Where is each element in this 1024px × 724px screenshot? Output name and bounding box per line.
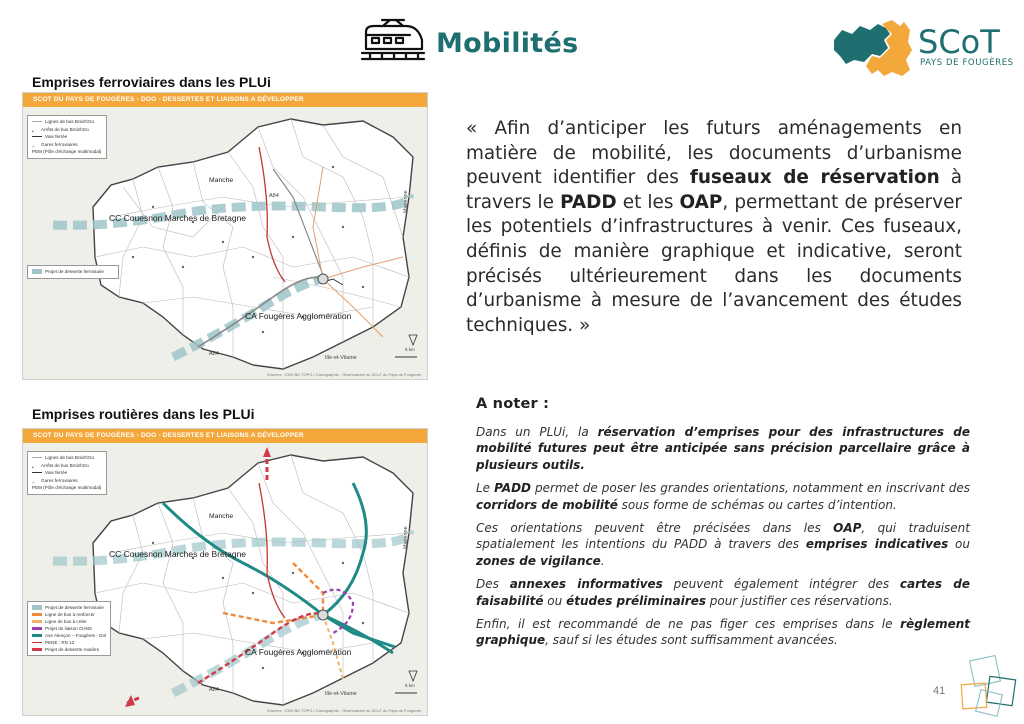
map1-label-cc-couesnon: CC Couesnon Marches de Bretagne — [109, 213, 247, 223]
note-paragraph: Enfin, il est recommandé de ne pas figer ces emprises dans le règlement graphique, sauf si les études sont suffisamment avancées. — [476, 617, 970, 648]
map2-source: Sources : SDR BD TOPO / Cartographie : Observatoire du SCoT du Pays de Fougères — [266, 708, 421, 713]
legend-item: Lignes de bus BreizhGo — [32, 118, 102, 126]
legend-item: • Arrêts de bus BreizhGo — [32, 126, 89, 134]
legend-item: Axe Alençon – Fougères - Dol — [32, 632, 106, 639]
map1-label-manche: Manche — [209, 177, 234, 184]
map2-label-manche: Manche — [209, 513, 234, 520]
legend-item: Lignes de bus BreizhGo — [32, 454, 102, 462]
decorative-squares-icon — [958, 652, 1020, 718]
map1-scale: 5 km — [405, 347, 415, 352]
map1-banner: SCOT DU PAYS DE FOUGÈRES - DOO - DESSERTES ET LIAISONS A DÉVELOPPER — [23, 93, 427, 107]
map1-source: Sources : SDR BD TOPO / Cartographie : Observatoire du SCoT du Pays de Fougères — [266, 372, 421, 377]
map2-scale: 5 km — [405, 683, 415, 688]
legend-item: Projet de desserte routière — [32, 646, 106, 653]
legend-item: Projet de desserte ferroviaire — [32, 604, 106, 611]
map1-label-ille-vilaine: Ille-et-Vilaine — [325, 355, 357, 361]
map1-label-a84: A84 — [269, 193, 279, 199]
map1-label-ca-fougeres: CA Fougères Agglomération — [245, 311, 352, 321]
legend-item: Voie ferrée — [32, 469, 102, 477]
note-title: A noter : — [476, 396, 550, 412]
page-title: Mobilités — [436, 28, 579, 59]
legend-item: Ligne de bus à renforcer — [32, 611, 106, 618]
scot-logo-text: SCoT — [918, 23, 1000, 61]
map2-legend — [27, 451, 107, 495]
notes-body — [476, 424, 970, 656]
train-icon — [360, 18, 426, 64]
legend-item: PEM (Pôle d'échange multimodal) — [32, 149, 102, 155]
road-map — [22, 428, 428, 716]
map1-legend — [27, 115, 107, 159]
note-paragraph: Des annexes informatives peuvent également intégrer des cartes de faisabilité ou études préliminaires pour justifier ces réservations. — [476, 577, 970, 608]
note-paragraph: Le PADD permet de poser les grandes orientations, notamment en inscrivant des corridors de mobilité sous forme de schémas ou cartes d’intention. — [476, 481, 970, 512]
legend-item: Ligne de bus à créer — [32, 618, 106, 625]
map2-label-mayenne: Mayenne — [403, 526, 409, 549]
map2-label-a84: A84 — [209, 687, 219, 693]
note-paragraph: Dans un PLUi, la réservation d’emprises pour des infrastructures de mobilité futures peut être anticipée sans précision parcellaire grâce à plusieurs outils. — [476, 425, 970, 472]
map2-label-ca-fougeres: CA Fougères Agglomération — [245, 647, 352, 657]
scot-logo-subtitle: PAYS DE FOUGÈRES — [920, 58, 1014, 68]
map1-section-title: Emprises ferroviaires dans les PLUi — [32, 74, 271, 90]
legend-item: Projet de liaison CHNS — [32, 625, 106, 632]
map2-section-title: Emprises routières dans les PLUi — [32, 406, 255, 422]
map1-label-mayenne: Mayenne — [403, 190, 409, 213]
map2-legend-projects — [27, 601, 111, 656]
rail-map — [22, 92, 428, 380]
legend-item: Projet de desserte ferroviaire — [32, 268, 114, 276]
legend-item: Voie ferrée — [32, 133, 102, 141]
legend-item: PENE : RN 12 — [32, 639, 106, 646]
scot-logo-map-icon — [832, 20, 912, 78]
map1-label-a84-south: A84 — [209, 351, 219, 357]
map2-label-ille-vilaine: Ille-et-Vilaine — [325, 691, 357, 697]
legend-item: PEM (Pôle d'échange multimodal) — [32, 485, 102, 491]
legend-item: ○ Gares ferroviaires — [32, 477, 78, 486]
quote-paragraph: « Afin d’anticiper les futurs aménagements en matière de mobilité, les documents d’urbanisme peuvent identifier des fuseaux de réservation à travers le PADD et les OAP, permettant de préserver les potentiels d’infrastructures à venir. Ces fuseaux, définis de manière graphique et indicative, seront précisés ultérieurement dans les documents d’urbanisme à mesure de l’avancement des études techniques. » — [466, 118, 962, 336]
page-number: 41 — [933, 685, 946, 697]
note-paragraph: Ces orientations peuvent être précisées dans les OAP, qui traduisent spatialement les intentions du PADD à travers des emprises indicatives ou zones de vigilance. — [476, 521, 971, 568]
map2-label-cc-couesnon: CC Couesnon Marches de Bretagne — [109, 549, 247, 559]
map1-legend-projects — [27, 265, 119, 279]
map2-banner: SCOT DU PAYS DE FOUGÈRES - DOO - DESSERTES ET LIAISONS A DÉVELOPPER — [23, 429, 427, 443]
legend-item: ○ Gares ferroviaires — [32, 141, 78, 150]
legend-item: • Arrêts de bus BreizhGo — [32, 462, 89, 470]
